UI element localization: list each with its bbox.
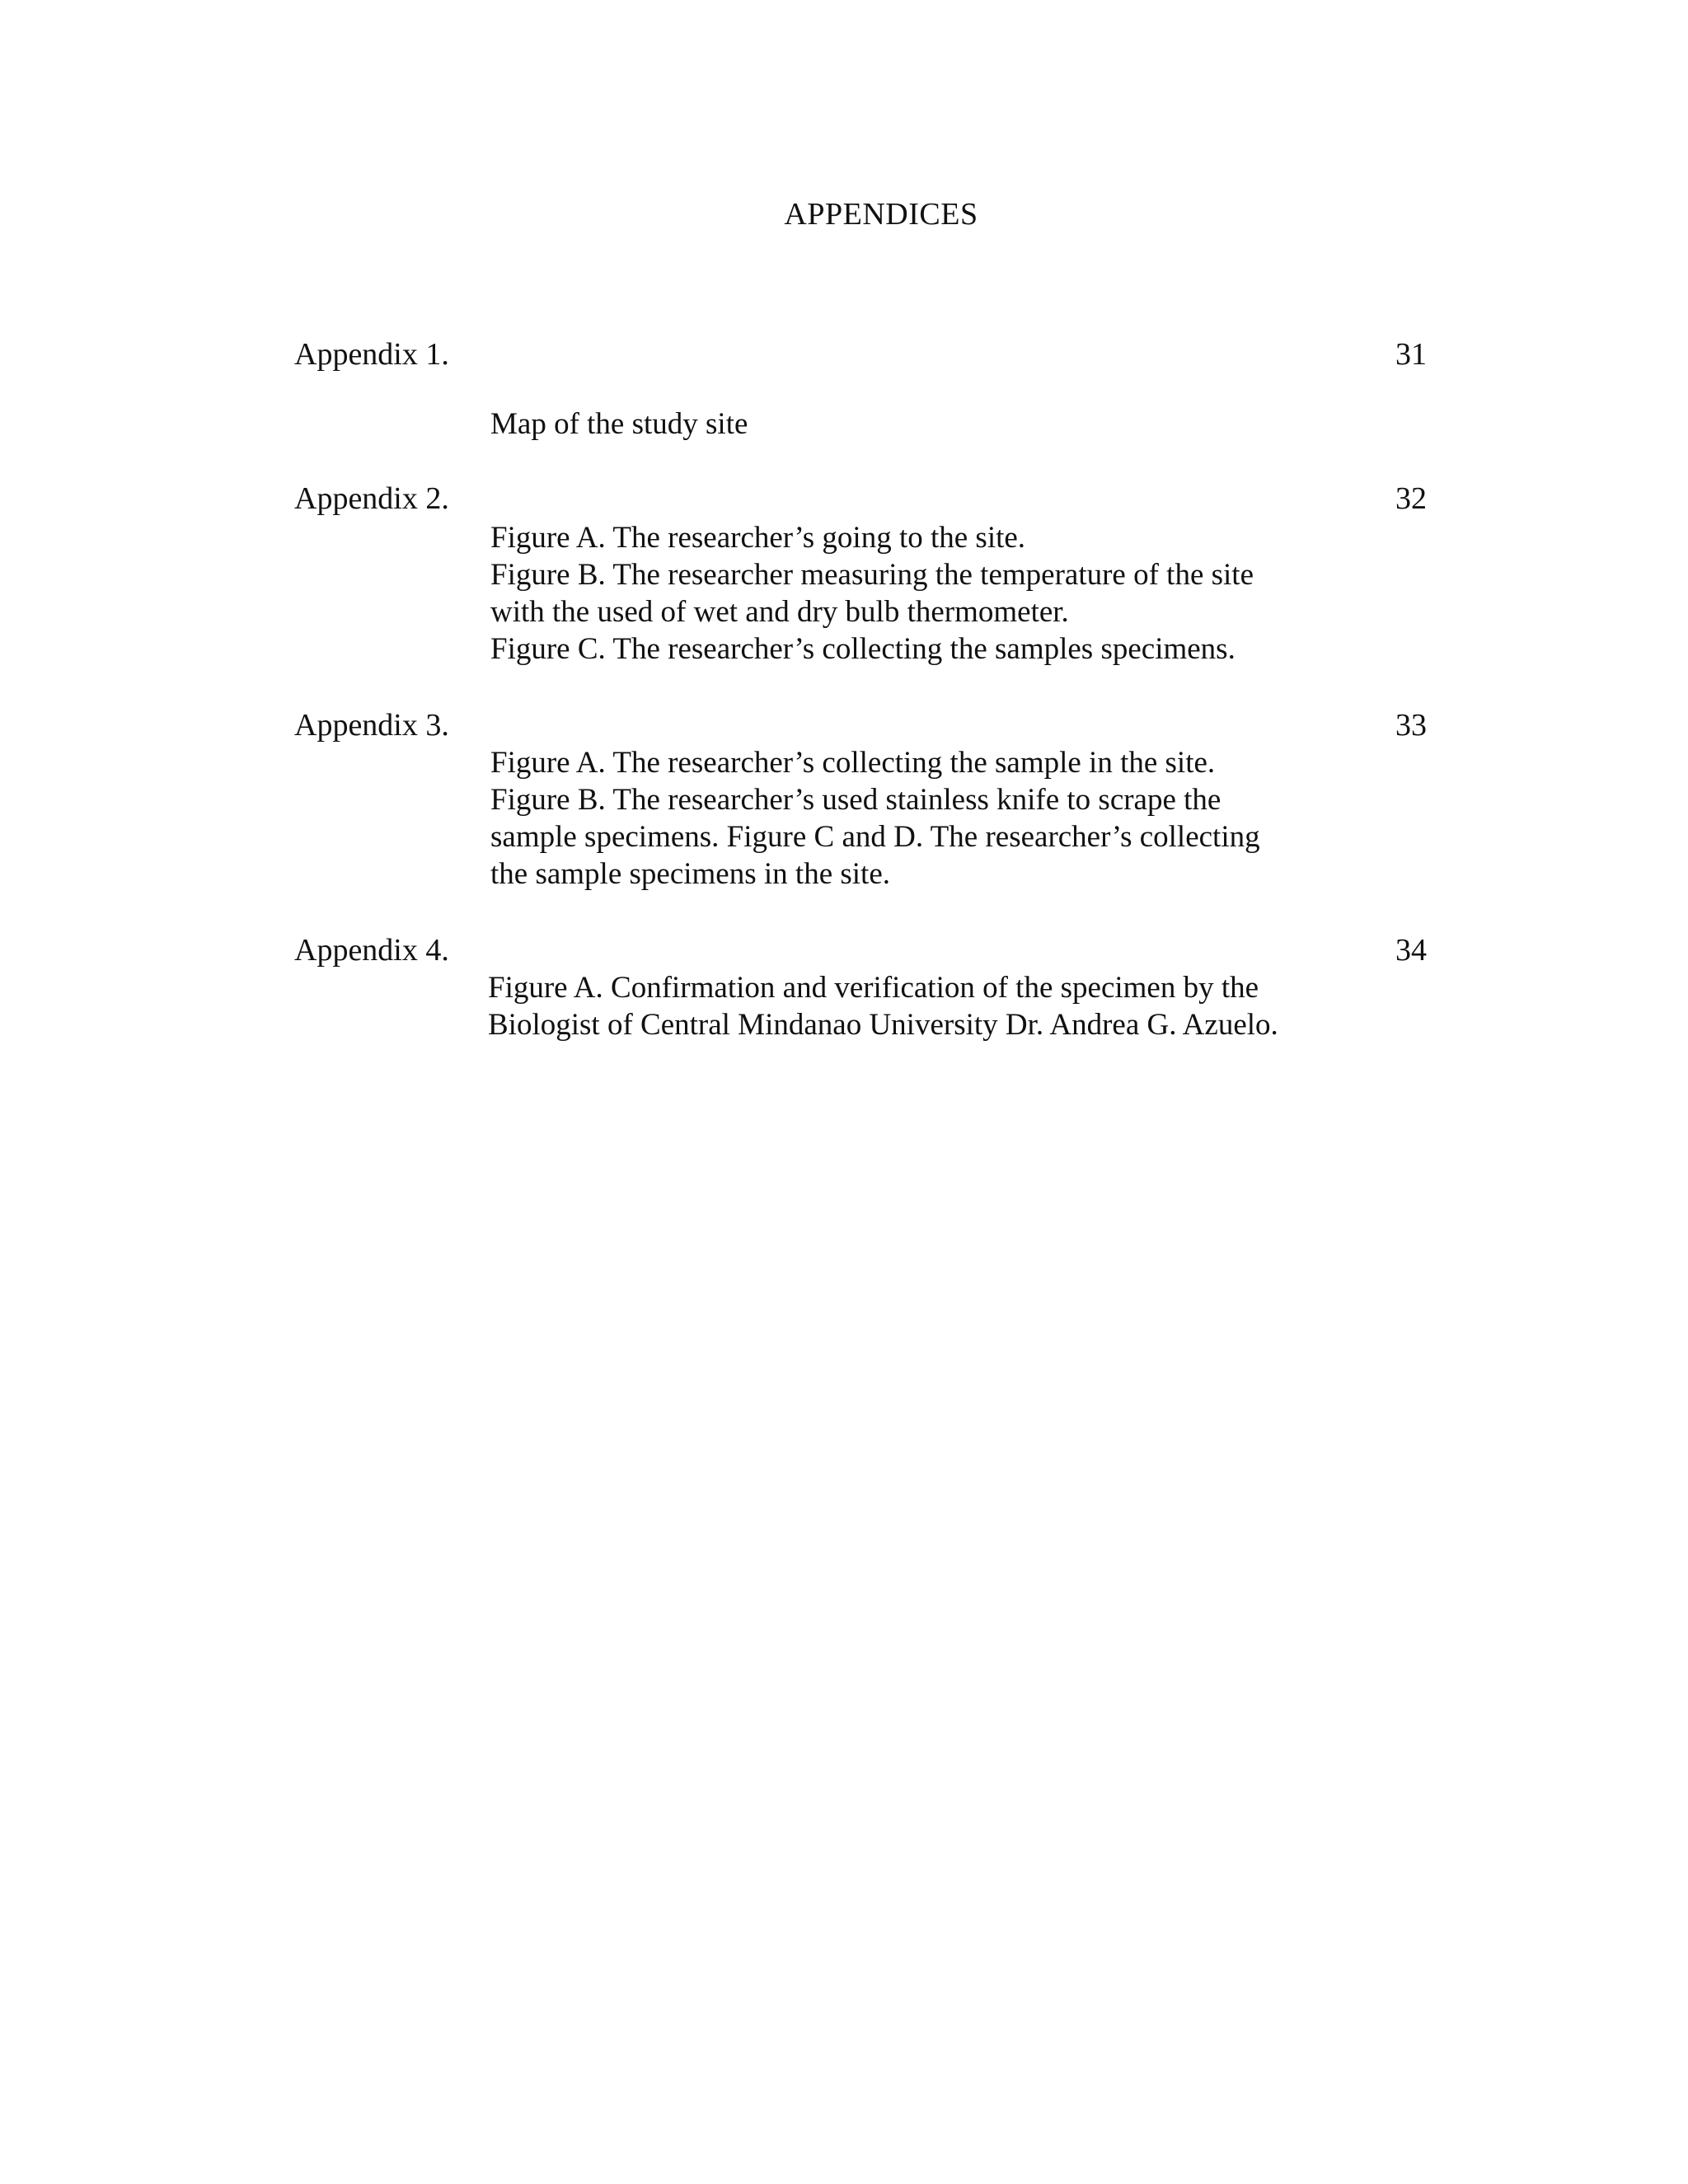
appendix-4-label: Appendix 4. [294,933,449,968]
appendix-2-label: Appendix 2. [294,481,449,516]
description-line: Figure B. The researcher measuring the temperature of the site [490,558,1254,592]
description-line: Figure A. The researcher’s going to the site. [490,521,1026,555]
appendix-1-label: Appendix 1. [294,337,449,372]
description-line: Figure B. The researcher’s used stainless knife to scrape the [490,783,1221,817]
description-line: with the used of wet and dry bulb thermometer. [490,595,1069,629]
appendix-4-description [488,969,1353,1043]
description-line: sample specimens. Figure C and D. The researcher’s collecting [490,820,1260,854]
appendix-3-description [490,744,1356,893]
appendix-3-page-number: 33 [1395,708,1427,743]
appendix-2-page-number: 32 [1395,481,1427,516]
description-line: Map of the study site [490,407,748,441]
appendix-1-page-number: 31 [1395,337,1427,372]
description-line: Figure A. The researcher’s collecting the sample in the site. [490,746,1216,780]
description-line: Biologist of Central Mindanao University Dr. Andrea G. Azuelo. [488,1008,1278,1042]
appendix-3-label: Appendix 3. [294,708,449,743]
description-line: Figure C. The researcher’s collecting the samples specimens. [490,632,1236,666]
description-line: Figure A. Confirmation and verification of the specimen by the [488,971,1259,1005]
appendix-1-description [490,405,1356,443]
description-line: the sample specimens in the site. [490,857,890,891]
appendix-4-page-number: 34 [1395,933,1427,968]
page-title: APPENDICES [784,197,978,232]
appendix-2-description [490,519,1356,668]
